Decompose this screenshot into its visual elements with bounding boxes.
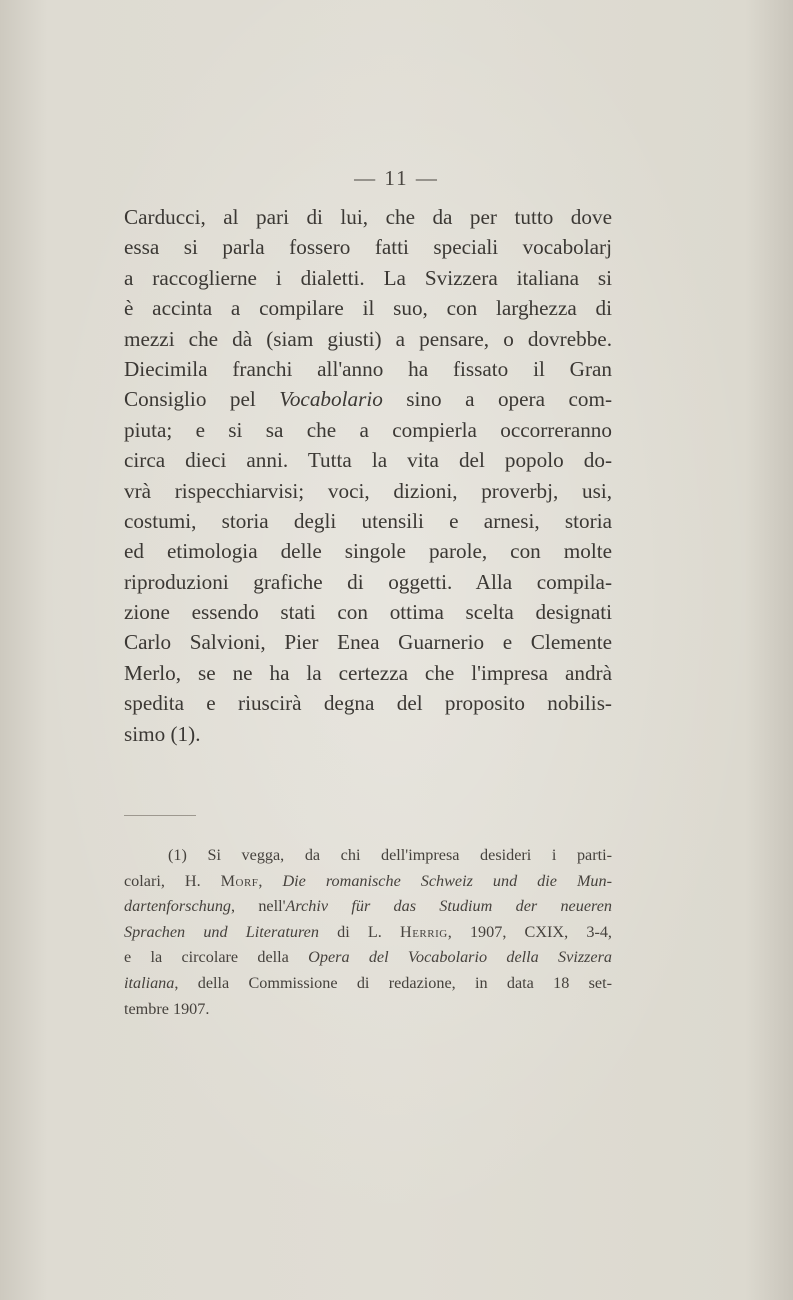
text-segment: di L. <box>318 922 401 941</box>
footnote <box>124 843 612 1022</box>
text-line: riproduzioni grafiche di oggetti. Alla compila- <box>124 569 612 594</box>
text-segment: Consiglio pel <box>124 387 280 412</box>
text-line: Diecimila franchi all'anno ha fissato il Gran <box>124 356 612 381</box>
italic-title: Vocabolario <box>279 387 383 412</box>
editor-name: Herrig <box>400 922 448 941</box>
footnote-line: (1) Si vegga, da chi dell'impresa desideri i parti- <box>168 846 612 864</box>
footnote-line <box>124 920 612 946</box>
text-line: zione essendo stati con ottima scelta designati <box>124 600 612 625</box>
text-segment: , nell' <box>231 897 286 916</box>
italic-title: italiana <box>124 973 175 992</box>
text-segment: , <box>258 871 283 890</box>
text-line: Carlo Salvioni, Pier Enea Guarnerio e Clemente <box>124 630 612 655</box>
text-line: essa si parla fossero fatti speciali vocabolarj <box>124 235 612 260</box>
footnote-line <box>124 945 612 971</box>
text-line: è accinta a compilare il suo, con larghezza di <box>124 296 612 321</box>
text-line: mezzi che dà (siam giusti) a pensare, o dovrebbe. <box>124 326 612 351</box>
footnote-line <box>124 869 612 895</box>
text-line: piuta; e si sa che a compierla occorreranno <box>124 417 612 442</box>
text-segment: colari, H. <box>124 871 221 890</box>
text-segment: e la circolare della <box>124 948 309 967</box>
text-line <box>124 384 612 414</box>
text-line: circa dieci anni. Tutta la vita del popolo do- <box>124 448 612 473</box>
body-text <box>124 202 612 749</box>
text-line: simo (1). <box>124 721 201 746</box>
footnote-line <box>124 971 612 997</box>
text-line: costumi, storia degli utensili e arnesi, storia <box>124 508 612 533</box>
author-name: Morf <box>220 871 259 890</box>
text-segment: , 1907, CXIX, 3-4, <box>447 922 612 941</box>
footnote-line: tembre 1907. <box>124 999 210 1018</box>
italic-title: dartenforschung <box>124 897 232 916</box>
footnote-divider <box>124 815 196 816</box>
text-segment: sino a opera com- <box>382 387 612 412</box>
text-line: vrà rispecchiarvisi; voci, dizioni, proverbj, usi, <box>124 478 612 503</box>
footnote-line <box>124 894 612 920</box>
page-number: — 11 — <box>354 166 439 190</box>
italic-title: Die romanische Schweiz und die Mun- <box>282 871 613 890</box>
journal-title: Sprachen und Literaturen <box>124 922 319 941</box>
italic-title: Opera del Vocabolario della Svizzera <box>308 948 612 967</box>
journal-title: Archiv für das Studium der neueren <box>285 897 612 916</box>
text-line: a raccoglierne i dialetti. La Svizzera italiana si <box>124 265 612 290</box>
text-line: Merlo, se ne ha la certezza che l'impresa andrà <box>124 660 612 685</box>
text-line: Carducci, al pari di lui, che da per tutto dove <box>124 205 612 229</box>
text-segment: , della Commissione di redazione, in data 18 set- <box>174 973 612 992</box>
text-line: ed etimologia delle singole parole, con molte <box>124 539 612 564</box>
text-line: spedita e riuscirà degna del proposito nobilis- <box>124 691 612 716</box>
